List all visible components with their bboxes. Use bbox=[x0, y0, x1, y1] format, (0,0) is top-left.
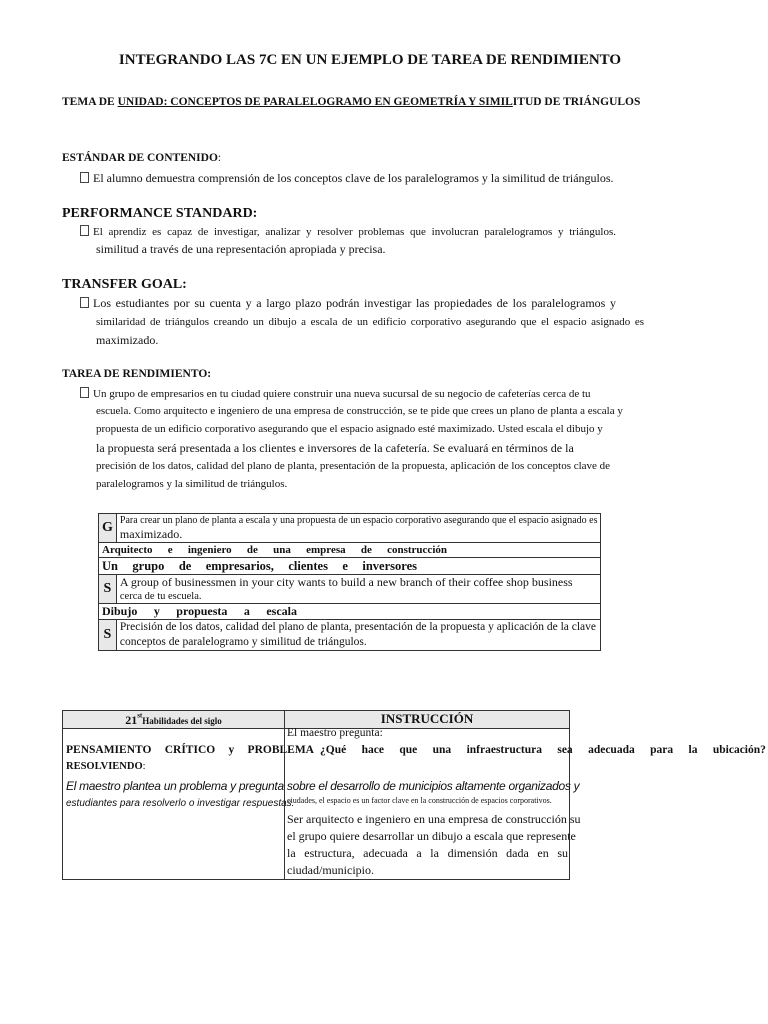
grasps-standards-cell bbox=[116, 620, 601, 651]
unit-theme bbox=[62, 96, 640, 108]
grasps-product-cell: Dibujo y propuesta a escala bbox=[99, 604, 601, 620]
transfer-goal-line1: Los estudiantes por su cuenta y a largo plazo podrán investigar las propiedades de los paralelogramos y bbox=[80, 296, 616, 311]
skills-left-border bbox=[62, 728, 63, 880]
transfer-goal-heading: TRANSFER GOAL: bbox=[62, 277, 187, 292]
bullet-icon bbox=[80, 172, 89, 183]
document-title: INTEGRANDO LAS 7C EN UN EJEMPLO DE TAREA DE RENDIMIENTO bbox=[118, 52, 622, 68]
grasps-row-product bbox=[99, 604, 601, 620]
teacher-asks: El maestro pregunta: bbox=[287, 727, 383, 739]
skills-header-right: INSTRUCCIÓN bbox=[284, 710, 570, 729]
performance-task-line: la propuesta será presentada a los clientes e inversores de la cafetería. Se evaluará en términos de la bbox=[96, 441, 574, 455]
grasps-row-role bbox=[99, 543, 601, 558]
grasps-row-standards bbox=[99, 620, 601, 651]
grasps-audience-cell: Un grupo de empresarios, clientes e inversores bbox=[99, 558, 601, 575]
grasps-standards-line2: conceptos de paralelogramo y similitud de triángulos. bbox=[119, 636, 367, 648]
skills-header-left: 21stHabilidades del siglo bbox=[62, 710, 285, 729]
grasps-letter-s: S bbox=[99, 575, 117, 604]
grasps-goal-line1: Para crear un plano de planta a escala y una propuesta de un espacio corporativo asegurando que el espacio asignado es bbox=[119, 515, 598, 526]
instruction-para-line: ciudad/municipio. bbox=[287, 863, 374, 877]
grasps-row-goal bbox=[99, 514, 601, 543]
bullet-icon bbox=[80, 297, 89, 308]
italic-line2: estudiantes para resolverlo o investigar respuestas. bbox=[66, 798, 295, 809]
transfer-goal-line3: maximizado. bbox=[96, 333, 159, 347]
grasps-situation-line1: A group of businessmen in your city wants to build a new branch of their coffee shop business bbox=[119, 575, 573, 589]
instruction-para-line: la estructura, adecuada a la dimensión dada en su bbox=[287, 846, 568, 860]
performance-standard-line2: similitud a través de una representación apropiada y precisa. bbox=[96, 242, 386, 256]
small-line: ciudades, el espacio es un factor clave en la construcción de espacios corporativos. bbox=[287, 796, 552, 805]
transfer-goal-line2: similaridad de triángulos creando un dibujo a escala de un edificio corporativo asegurando que el espacio asignado es bbox=[96, 316, 644, 328]
grasps-standards-line1: Precisión de los datos, calidad del plano de planta, presentación de la propuesta y aplicación de la clave bbox=[119, 621, 597, 633]
skills-row-line: PENSAMIENTO CRÍTICO y PROBLEMA ¿Qué hace que una infraestructura sea adecuada para la ubicación? bbox=[66, 744, 766, 756]
italic-line1: El maestro plantea un problema y pregunta sobre el desarrollo de municipios altamente organizados y bbox=[66, 779, 580, 793]
content-standard-text: El alumno demuestra comprensión de los conceptos clave de los paralelogramos y la similitud de triángulos. bbox=[80, 171, 614, 186]
grasps-role-cell: Arquitecto e ingeniero de una empresa de construcción bbox=[99, 543, 601, 558]
performance-task-line: paralelogramos y la similitud de triángulos. bbox=[96, 478, 288, 490]
grasps-letter-g: G bbox=[99, 514, 117, 543]
unit-label: TEMA DE bbox=[62, 96, 118, 108]
skills-bottom-border bbox=[62, 879, 570, 880]
grasps-goal-line2: maximizado. bbox=[119, 527, 183, 541]
bullet-icon bbox=[80, 387, 89, 398]
bullet-icon bbox=[80, 225, 89, 236]
grasps-letter-s2: S bbox=[99, 620, 117, 651]
instruction-para-line: Ser arquitecto e ingeniero en una empresa de construcción su bbox=[287, 812, 581, 826]
grasps-situation-cell bbox=[116, 575, 601, 604]
performance-standard-heading: PERFORMANCE STANDARD: bbox=[62, 206, 258, 221]
resolviendo-label: RESOLVIENDO: bbox=[66, 761, 146, 772]
performance-task-heading: TAREA DE RENDIMIENTO: bbox=[62, 368, 212, 380]
grasps-table bbox=[98, 513, 601, 651]
grasps-situation-line2: cerca de tu escuela. bbox=[119, 591, 202, 602]
content-standard-heading: ESTÁNDAR DE CONTENIDO: bbox=[62, 152, 222, 164]
unit-underlined: UNIDAD: CONCEPTOS DE PARALELOGRAMO EN GEOMETRÍA Y SIMIL bbox=[117, 96, 513, 108]
performance-standard-line1: El aprendiz es capaz de investigar, analizar y resolver problemas que involucran paralelogramos y triángulos. bbox=[80, 225, 616, 238]
unit-rest: ITUD DE TRIÁNGULOS bbox=[512, 96, 641, 108]
performance-task-line: Un grupo de empresarios en tu ciudad quiere construir una nueva sucursal de su negocio de cafeterías cerca de tu bbox=[80, 387, 591, 400]
grasps-goal-cell bbox=[116, 514, 601, 543]
grasps-row-audience bbox=[99, 558, 601, 575]
instruction-para-line: el grupo quiere desarrollar un dibujo a escala que represente bbox=[287, 829, 576, 843]
performance-task-line: propuesta de un edificio corporativo asegurando que el espacio asignado esté maximizado. Usted escala el dibujo y bbox=[96, 423, 603, 435]
performance-task-line: precisión de los datos, calidad del plano de planta, presentación de la propuesta, aplicación de los conceptos clave de bbox=[96, 460, 611, 472]
performance-task-line: escuela. Como arquitecto e ingeniero de una empresa de construcción, se te pide que crees un plano de planta a escala y bbox=[96, 405, 623, 417]
grasps-row-situation bbox=[99, 575, 601, 604]
